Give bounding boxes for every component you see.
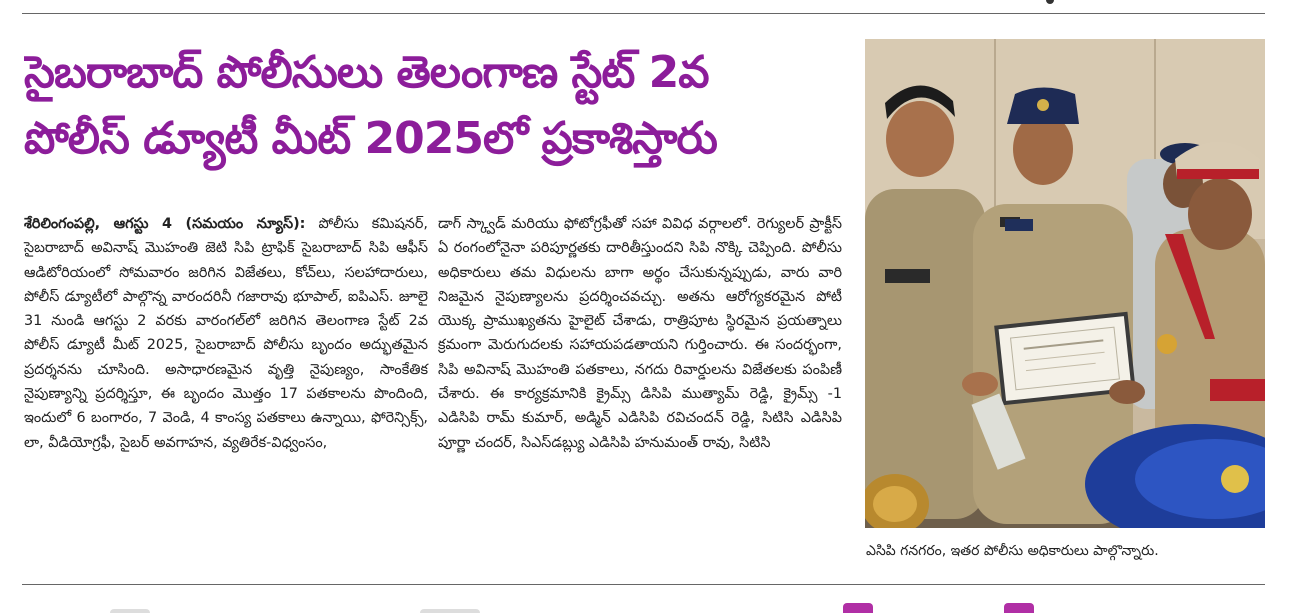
headline: [24, 40, 842, 172]
next-article-marker: [843, 603, 873, 613]
photo-caption: ఎసిపి గనగరం, ఇతర పోలీసు అధికారులు పాల్గొన్నారు.: [866, 543, 1159, 559]
news-photo: [865, 39, 1265, 528]
article-text-middle: డాగ్ స్క్వాడ్ మరియు ఫోటోగ్రఫీతో సహా వివిధ వర్గాలలో. రెగ్యులర్ ప్రాక్టీస్ ఏ రంగంలోనైనా పరిపూర్ణతకు దారితీస్తుందని సిపి నొక్కి చెప్పింది. పోలీసు అధికారులు తమ విధులను బాగా అర్థం చేసుకున్నప్పుడు, వారు వారి నిజమైన నైపుణ్యాలను ప్రదర్శించవచ్చు. అతను ఆరోగ్యకరమైన పోటీ యొక్క ప్రాముఖ్యతను హైలైట్ చేశాడు, రాత్రిపూట స్థిరమైన ప్రయత్నాలు క్రమంగా మెరుగుదలకు సహాయపడతాయని గుర్తించారు. ఈ సందర్భంగా, సిపి అవినాష్ మొహంతి పతకాలు, నగదు రివార్డులను విజేతలకు పంపిణీ చేశారు. ఈ కార్యక్రమానికి క్రైమ్స్ డిసిపి ముత్యామ్ రెడ్డి, క్రైమ్స్ -1 ఎడిసిపి రామ్ కుమార్, అడ్మిన్ ఎడిసిపి రవిచందన్ రెడ్డి, సిటిసి ఎడిసిపి పూర్ణా చందర్, సిఎస్‌డబ్ల్యు ఎడిసిపి హనుమంత్ రావు, సిటిసి: [438, 216, 842, 451]
article-column-middle: [438, 212, 842, 455]
article-column-left: [24, 212, 428, 455]
top-divider: [22, 13, 1265, 14]
bottom-divider: [22, 584, 1265, 585]
award-ceremony-photo: [865, 39, 1265, 528]
next-article-marker: [420, 609, 480, 613]
page-marker: [1046, 0, 1054, 4]
headline-line-2: పోలీస్ డ్యూటీ మీట్ 2025లో ప్రకాశిస్తారు: [24, 113, 717, 164]
headline-line-1: సైబరాబాద్ పోలీసులు తెలంగాణ స్టేట్ 2వ: [24, 47, 709, 98]
article-text-left: పోలీసు కమిషనర్, సైబరాబాద్ అవినాష్ మొహంతి జెటి సిపి ట్రాఫిక్ సైబరాబాద్ సిపి ఆఫీస్ ఆడిటోరియంలో సోమవారం జరిగిన విజేతలు, కోచ్‌లు, సలహాదారులు, పోలీస్ డ్యూటీలో పాల్గొన్న వారందరినీ గజారావు భూపాల్, ఐపిఎస్. జూలై 31 నుండి ఆగస్టు 2 వరకు వారంగల్‌లో జరిగిన తెలంగాణ స్టేట్ 2వ పోలీస్ డ్యూటీ మీట్ 2025, సైబరాబాద్ పోలీసు బృందం అద్భుతమైన ప్రదర్శనను చూసింది. అసాధారణమైన వృత్తి నైపుణ్యం, సాంకేతిక నైపుణ్యాన్ని ప్రదర్శిస్తూ, ఈ బృందం మొత్తం 17 పతకాలను పొందింది, ఇందులో 6 బంగారం, 7 వెండి, 4 కాంస్య పతకాలు ఉన్నాయి, ఫోరెన్సిక్స్, లా, వీడియోగ్రఫీ, సైబర్ అవగాహన, వ్యతిరేక-విధ్వంసం,: [24, 216, 428, 451]
dateline: శేరిలింగంపల్లి, ఆగస్టు 4 (సమయం న్యూస్):: [24, 216, 306, 232]
next-article-marker: [1004, 603, 1034, 613]
next-article-marker: [110, 609, 150, 613]
